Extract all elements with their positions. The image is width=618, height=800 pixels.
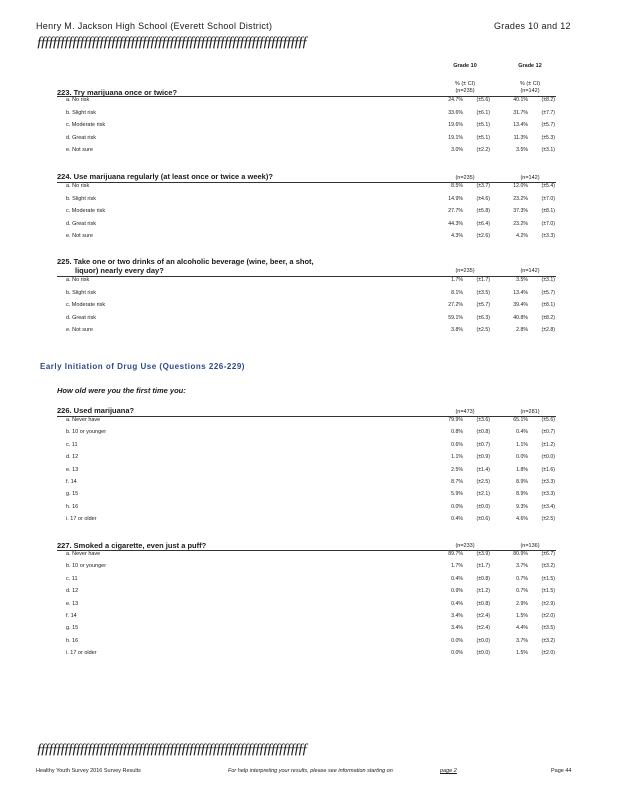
table-row <box>0 479 618 491</box>
grade10-percent: 8.1% <box>451 289 463 296</box>
grade10-ci: (±3.6) <box>476 417 490 423</box>
grade12-percent: 3.5% <box>516 147 528 154</box>
grade12-percent: 80.9% <box>513 551 528 557</box>
table-row <box>0 277 618 289</box>
row-label: h. 16 <box>66 637 79 644</box>
grade10-percent: 0.8% <box>451 429 463 436</box>
grade12-percent: 0.0% <box>516 454 528 461</box>
row-label: d. 12 <box>66 454 79 461</box>
grade10-ci: (±0.0) <box>476 503 490 510</box>
grade10-ci: (±2.1) <box>476 491 490 498</box>
grade10-percent: 3.4% <box>451 613 463 619</box>
grade10-percent: 0.9% <box>451 588 463 595</box>
table-row <box>0 110 618 122</box>
grade12-ci: (±3.2) <box>541 637 555 644</box>
grade10-ci: (±2.4) <box>476 613 490 619</box>
table-row <box>0 302 618 314</box>
question-225-title-line2: liquor) nearly every day? <box>75 266 164 275</box>
grade12-ci: (±3.2) <box>541 563 555 570</box>
grade12-ci: (±1.6) <box>541 466 555 473</box>
section-subtitle: How old were you the first time you: <box>57 386 186 395</box>
grade12-ci-header: % (± CI) <box>519 81 541 87</box>
grade12-percent: 3.7% <box>516 563 528 570</box>
grade10-ci: (±2.5) <box>476 479 490 485</box>
table-row <box>0 638 618 650</box>
grade10-ci: (±4.6) <box>476 195 490 202</box>
grade10-ci: (±0.9) <box>476 454 490 461</box>
grade10-percent: 0.6% <box>451 441 463 448</box>
table-row <box>0 208 618 220</box>
table-row <box>0 576 618 588</box>
grade10-ci: (±3.7) <box>476 183 490 189</box>
grade12-ci: (±2.5) <box>541 516 555 523</box>
grade12-ci: (±8.1) <box>541 208 555 215</box>
table-row <box>0 625 618 637</box>
grade12-percent: 1.8% <box>516 466 528 473</box>
table-row <box>0 613 618 625</box>
grade12-ci: (±3.4) <box>541 503 555 510</box>
grade10-percent: 59.1% <box>448 314 463 321</box>
grade10-percent: 8.7% <box>451 479 463 485</box>
grade12-ci: (±2.0) <box>541 650 555 657</box>
row-label: d. Great risk <box>66 220 96 227</box>
grade10-percent: 5.9% <box>451 491 463 498</box>
q226-n12: (n=281) <box>520 409 540 415</box>
school-header: Henry M. Jackson High School (Everett School District) <box>36 21 273 31</box>
grade10-percent: 1.1% <box>451 454 463 461</box>
grade12-percent: 4.6% <box>516 516 528 523</box>
q227-n12: (n=136) <box>520 543 540 549</box>
row-label: g. 15 <box>66 625 79 632</box>
row-label: f. 14 <box>66 613 77 619</box>
grade12-ci: (±3.1) <box>541 147 555 154</box>
question-225-title-line1: 225. Take one or two drinks of an alcoholic beverage (wine, beer, a shot, <box>57 257 314 266</box>
row-label: i. 17 or older <box>66 650 97 657</box>
grade10-ci: (±6.1) <box>476 109 490 116</box>
grade12-percent: 39.4% <box>513 302 528 309</box>
table-row <box>0 467 618 479</box>
grade10-ci: (±2.2) <box>476 147 490 154</box>
grade12-ci: (±5.3) <box>541 134 555 141</box>
grade10-percent: 19.1% <box>448 134 463 141</box>
grade10-percent: 1.7% <box>451 563 463 570</box>
grade12-ci: (±2.8) <box>541 327 555 334</box>
row-label: e. 13 <box>66 600 79 607</box>
table-row <box>0 516 618 528</box>
grade12-ci: (±6.7) <box>541 551 555 557</box>
grade10-ci: (±5.1) <box>476 122 490 129</box>
grade12-ci: (±8.2) <box>541 97 555 103</box>
grade12-percent: 40.1% <box>513 97 528 103</box>
grade12-ci: (±7.0) <box>541 220 555 227</box>
page-number: Page 44 <box>551 768 572 774</box>
grade12-percent: 11.3% <box>513 134 528 141</box>
grade10-ci-header: % (± CI) <box>454 81 476 87</box>
grade12-percent: 8.9% <box>516 491 528 498</box>
grade12-percent: 31.7% <box>513 109 528 116</box>
row-label: b. Slight risk <box>66 289 96 296</box>
grade10-percent: 33.6% <box>448 109 463 116</box>
grade10-ci: (±0.6) <box>476 516 490 523</box>
q225-n12: (n=142) <box>520 268 540 274</box>
grade10-percent: 14.9% <box>448 195 463 202</box>
table-row <box>0 183 618 195</box>
q226-n10: (n=473) <box>455 409 475 415</box>
grade12-ci: (±0.0) <box>541 454 555 461</box>
grade10-percent: 89.7% <box>448 551 463 557</box>
row-label: c. 11 <box>66 441 78 448</box>
grade10-ci: (±0.0) <box>476 637 490 644</box>
row-label: a. No risk <box>66 277 90 283</box>
grade12-ci: (±2.9) <box>541 600 555 607</box>
grade10-ci: (±5.1) <box>476 134 490 141</box>
question-227-title: 227. Smoked a cigarette, even just a puff? <box>57 541 207 550</box>
table-row <box>0 97 618 109</box>
row-label: b. Slight risk <box>66 195 96 202</box>
row-label: d. Great risk <box>66 314 96 321</box>
row-label: b. 10 or younger <box>66 563 107 570</box>
grade10-ci: (±0.8) <box>476 429 490 436</box>
grade10-percent: 0.4% <box>451 600 463 607</box>
grade10-percent: 1.7% <box>451 277 463 283</box>
top-divider: ƒƒƒƒƒƒƒƒƒƒƒƒƒƒƒƒƒƒƒƒƒƒƒƒƒƒƒƒƒƒƒƒƒƒƒƒƒƒƒƒƒƒƒƒƒƒƒƒƒƒƒƒƒƒƒƒƒƒƒƒƒƒƒƒƒƒƒƒƒ <box>36 34 306 50</box>
grade10-ci: (±1.7) <box>476 277 490 283</box>
grade10-ci: (±0.7) <box>476 441 490 448</box>
row-label: a. No risk <box>66 97 90 103</box>
grade10-percent: 0.4% <box>451 575 463 582</box>
question-226-title: 226. Used marijuana? <box>57 406 135 415</box>
footer-survey-title: Healthy Youth Survey 2016 Survey Results <box>36 768 141 774</box>
grade10-percent: 0.4% <box>451 516 463 523</box>
grade12-percent: 13.4% <box>513 122 528 129</box>
grade10-ci: (±1.2) <box>476 588 490 595</box>
row-label: e. 13 <box>66 466 79 473</box>
grade10-percent: 3.0% <box>451 147 463 154</box>
grade10-percent: 0.0% <box>451 503 463 510</box>
grade10-ci: (±1.4) <box>476 466 490 473</box>
grade12-percent: 0.7% <box>516 588 528 595</box>
row-label: c. Moderate risk <box>66 208 106 215</box>
grade12-ci: (±3.5) <box>541 625 555 632</box>
grade12-percent: 3.7% <box>516 637 528 644</box>
row-label: a. Never have <box>66 551 101 557</box>
grade12-ci: (±1.5) <box>541 575 555 582</box>
row-label: i. 17 or older <box>66 516 97 523</box>
grade12-percent: 12.0% <box>513 183 528 189</box>
row-label: d. Great risk <box>66 134 96 141</box>
table-row <box>0 504 618 516</box>
table-row <box>0 196 618 208</box>
row-label: d. 12 <box>66 588 79 595</box>
grade10-ci: (±2.5) <box>476 327 490 334</box>
table-row <box>0 233 618 245</box>
grade12-percent: 2.8% <box>516 327 528 334</box>
table-row <box>0 429 618 441</box>
question-224-title: 224. Use marijuana regularly (at least once or twice a week)? <box>57 172 273 181</box>
grade10-percent: 19.6% <box>448 122 463 129</box>
grade12-percent: 37.3% <box>513 208 528 215</box>
grade12-ci: (±1.5) <box>541 588 555 595</box>
table-row <box>0 122 618 134</box>
grade12-percent: 9.3% <box>516 503 528 510</box>
grade12-ci: (±5.7) <box>541 122 555 129</box>
grade10-percent: 3.4% <box>451 625 463 632</box>
grade12-ci: (±3.3) <box>541 491 555 498</box>
grade12-header: Grade 12 <box>518 63 542 69</box>
table-row <box>0 650 618 662</box>
grade10-percent: 27.2% <box>448 302 463 309</box>
table-row <box>0 588 618 600</box>
grade10-ci: (±1.7) <box>476 563 490 570</box>
row-label: b. Slight risk <box>66 109 96 116</box>
table-row <box>0 601 618 613</box>
grade10-percent: 0.0% <box>451 637 463 644</box>
table-row <box>0 454 618 466</box>
grade10-ci: (±0.0) <box>476 650 490 657</box>
grade10-percent: 24.7% <box>448 97 463 103</box>
row-label: e. Not sure <box>66 147 93 154</box>
grade10-ci: (±2.4) <box>476 625 490 632</box>
row-label: c. Moderate risk <box>66 122 106 129</box>
grade10-ci: (±3.9) <box>476 551 490 557</box>
q224-n10: (n=235) <box>455 175 475 181</box>
row-label: e. Not sure <box>66 233 93 240</box>
section-title: Early Initiation of Drug Use (Questions 226-229) <box>40 362 245 371</box>
grade10-percent: 4.3% <box>451 233 463 240</box>
row-label: c. 11 <box>66 575 78 582</box>
grade12-ci: (±1.2) <box>541 441 555 448</box>
grade12-ci: (±3.1) <box>541 277 555 283</box>
grade10-ci: (±0.8) <box>476 575 490 582</box>
grade10-percent: 0.0% <box>451 650 463 657</box>
grade12-percent: 1.1% <box>516 441 528 448</box>
grade12-ci: (±8.1) <box>541 302 555 309</box>
grade12-percent: 2.9% <box>516 600 528 607</box>
grades-header: Grades 10 and 12 <box>494 21 571 31</box>
grade12-ci: (±7.7) <box>541 109 555 116</box>
grade12-ci: (±3.3) <box>541 233 555 240</box>
grade12-percent: 4.2% <box>516 233 528 240</box>
q224-n12: (n=142) <box>520 175 540 181</box>
bottom-divider: ƒƒƒƒƒƒƒƒƒƒƒƒƒƒƒƒƒƒƒƒƒƒƒƒƒƒƒƒƒƒƒƒƒƒƒƒƒƒƒƒƒƒƒƒƒƒƒƒƒƒƒƒƒƒƒƒƒƒƒƒƒƒƒƒƒƒƒƒƒ <box>36 741 306 757</box>
grade12-percent: 1.5% <box>516 650 528 657</box>
grade12-percent: 65.1% <box>513 417 528 423</box>
table-row <box>0 135 618 147</box>
grade12-percent: 8.9% <box>516 479 528 485</box>
q227-n10: (n=233) <box>455 543 475 549</box>
grade10-ci: (±3.5) <box>476 289 490 296</box>
grade12-ci: (±5.4) <box>541 183 555 189</box>
table-row <box>0 147 618 159</box>
row-label: f. 14 <box>66 479 77 485</box>
grade10-ci: (±6.3) <box>476 314 490 321</box>
table-row <box>0 315 618 327</box>
footer-help-text: For help interpreting your results, please see information starting on <box>228 768 393 774</box>
grade10-percent: 2.5% <box>451 466 463 473</box>
grade12-ci: (±7.0) <box>541 195 555 202</box>
q225-n10: (n=235) <box>455 268 475 274</box>
question-223-title: 223. Try marijuana once or twice? <box>57 88 178 97</box>
q223-n10: (n=235) <box>455 88 475 94</box>
grade12-ci: (±0.7) <box>541 429 555 436</box>
grade12-percent: 3.5% <box>516 277 528 283</box>
row-label: h. 16 <box>66 503 79 510</box>
grade12-percent: 1.5% <box>516 613 528 619</box>
grade10-ci: (±5.7) <box>476 302 490 309</box>
grade10-ci: (±6.4) <box>476 220 490 227</box>
grade12-percent: 0.7% <box>516 575 528 582</box>
q223-n12: (n=142) <box>520 88 540 94</box>
footer-help-link[interactable]: page 2 <box>440 768 457 774</box>
table-row <box>0 221 618 233</box>
grade12-percent: 4.4% <box>516 625 528 632</box>
grade10-percent: 3.8% <box>451 327 463 334</box>
row-label: a. No risk <box>66 183 90 189</box>
grade10-percent: 79.9% <box>448 417 463 423</box>
grade10-percent: 44.3% <box>448 220 463 227</box>
row-label: a. Never have <box>66 417 101 423</box>
grade12-percent: 0.4% <box>516 429 528 436</box>
grade10-ci: (±2.6) <box>476 233 490 240</box>
grade12-ci: (±8.2) <box>541 314 555 321</box>
grade12-percent: 40.8% <box>513 314 528 321</box>
grade12-ci: (±5.7) <box>541 289 555 296</box>
table-row <box>0 417 618 429</box>
grade12-ci: (±5.6) <box>541 417 555 423</box>
row-label: e. Not sure <box>66 327 93 334</box>
grade12-percent: 23.2% <box>513 195 528 202</box>
grade12-percent: 13.4% <box>513 289 528 296</box>
table-row <box>0 290 618 302</box>
grade12-percent: 23.2% <box>513 220 528 227</box>
table-row <box>0 491 618 503</box>
table-row <box>0 442 618 454</box>
grade10-header: Grade 10 <box>453 63 477 69</box>
grade12-ci: (±2.0) <box>541 613 555 619</box>
row-label: b. 10 or younger <box>66 429 107 436</box>
row-label: g. 15 <box>66 491 79 498</box>
grade12-ci: (±3.3) <box>541 479 555 485</box>
row-label: c. Moderate risk <box>66 302 106 309</box>
table-row <box>0 563 618 575</box>
table-row <box>0 327 618 339</box>
grade10-ci: (±5.8) <box>476 208 490 215</box>
grade10-percent: 8.5% <box>451 183 463 189</box>
grade10-ci: (±0.8) <box>476 600 490 607</box>
grade10-ci: (±5.6) <box>476 97 490 103</box>
table-row <box>0 551 618 563</box>
grade10-percent: 27.7% <box>448 208 463 215</box>
